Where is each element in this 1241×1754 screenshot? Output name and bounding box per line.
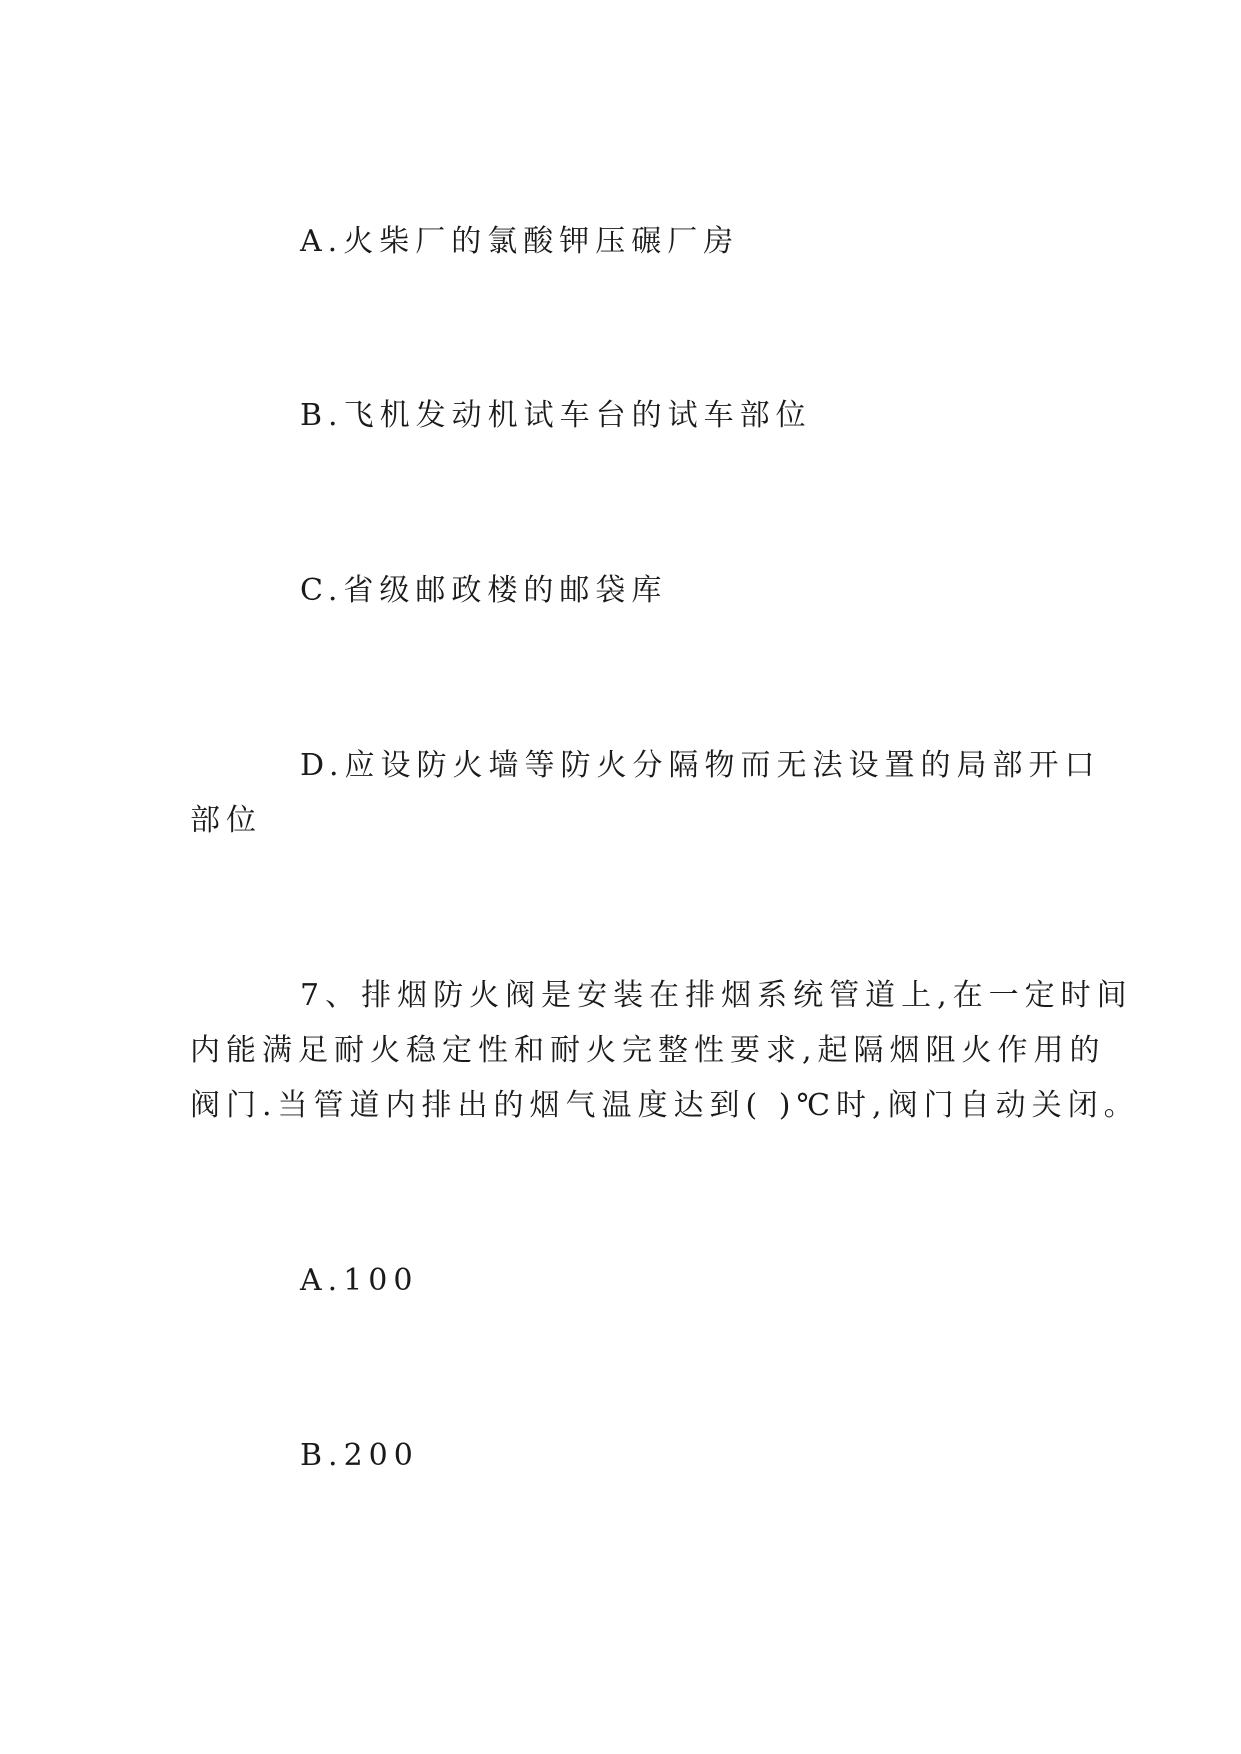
question-7-line-3: 阀门.当管道内排出的烟气温度达到( )℃时,阀门自动关闭。 [190, 1088, 1140, 1123]
option-c-q6: C.省级邮政楼的邮袋库 [300, 573, 668, 608]
option-b-q7: B.200 [300, 1438, 419, 1473]
option-a-q7: A.100 [300, 1263, 419, 1298]
question-7-line-2: 内能满足耐火稳定性和耐火完整性要求,起隔烟阻火作用的 [190, 1033, 1106, 1068]
question-7-line-1: 7、排烟防火阀是安装在排烟系统管道上,在一定时间 [300, 978, 1133, 1013]
option-b-q6: B.飞机发动机试车台的试车部位 [300, 398, 812, 433]
option-d-q6-continuation: 部位 [190, 803, 262, 838]
option-d-q6: D.应设防火墙等防火分隔物而无法设置的局部开口 [300, 748, 1101, 783]
option-a-q6: A.火柴厂的氯酸钾压碾厂房 [300, 224, 740, 259]
